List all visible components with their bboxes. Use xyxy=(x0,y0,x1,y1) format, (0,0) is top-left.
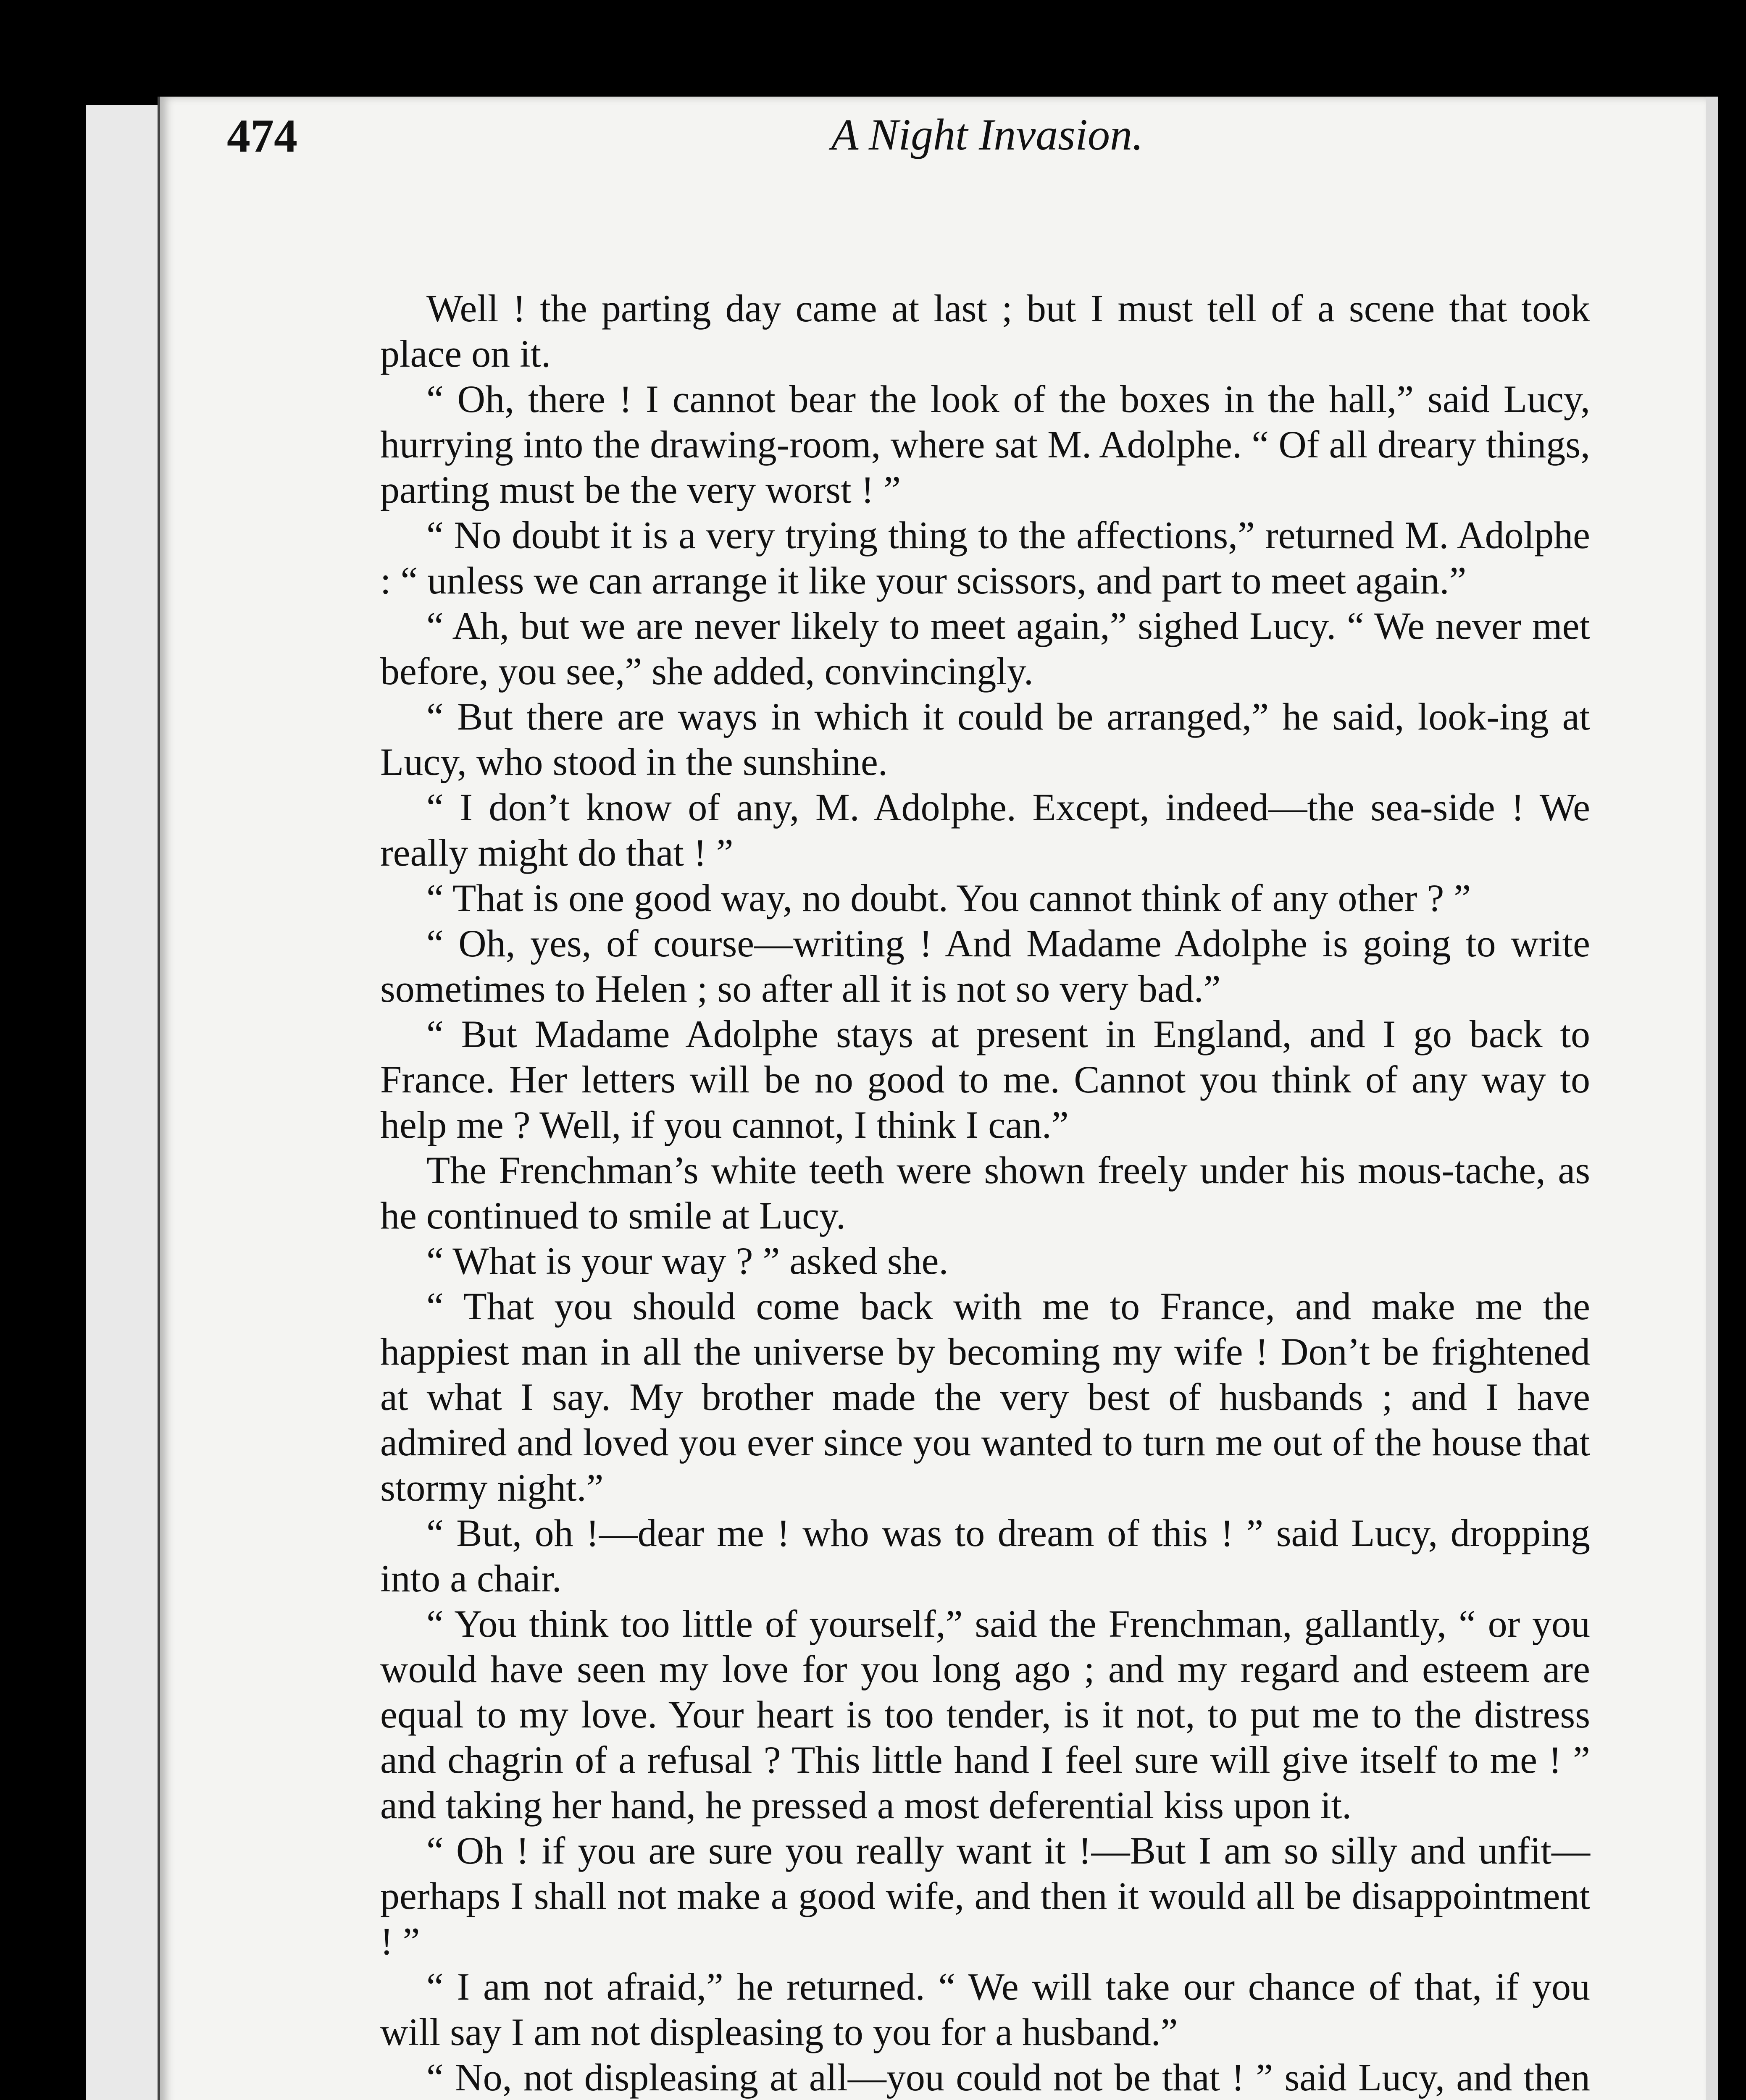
body-text xyxy=(380,286,1590,2100)
paragraph: “ What is your way ? ” asked she. xyxy=(426,1239,949,1282)
paragraph: “ I don’t know of any, M. Adolphe. Except, indeed—the sea-side ! We really might do that ! ” xyxy=(380,786,1590,874)
paragraph: “ No doubt it is a very trying thing to the affections,” returned M. Adolphe : “ unless we can arrange it like your scissors, and part to meet again.” xyxy=(380,514,1590,602)
paragraph: “ Oh ! if you are sure you really want it !—But I am so silly and unfit—perhaps I shall not make a good wife, and then it would all be disappointment ! ” xyxy=(380,1829,1590,1963)
page-stack-edge xyxy=(86,105,161,2100)
paragraph: Well ! the parting day came at last ; but I must tell of a scene that took place on it. xyxy=(380,287,1590,375)
paragraph: “ Oh, there ! I cannot bear the look of the boxes in the hall,” said Lucy, hurrying into the drawing-room, where sat M. Adolphe. “ Of all dreary things, parting must be the very worst ! ” xyxy=(380,378,1590,511)
paragraph: “ But Madame Adolphe stays at present in England, and I go back to France. Her letters will be no good to me. Cannot you think of any way to help me ? Well, if you cannot, I think I can.” xyxy=(380,1013,1590,1146)
paragraph: “ That you should come back with me to France, and make me the happiest man in all the universe by becoming my wife ! Don’t be frightened at what I say. My brother made the very best of husbands ; and I have admired and loved you ever since you wanted to turn me out of the house that stormy night.” xyxy=(380,1285,1590,1509)
paragraph: “ But, oh !—dear me ! who was to dream of this ! ” said Lucy, dropping into a chair. xyxy=(380,1512,1590,1600)
paragraph: “ That is one good way, no doubt. You cannot think of any other ? ” xyxy=(426,877,1471,919)
paragraph: The Frenchman’s white teeth were shown freely under his mous-tache, as he continued to smile at Lucy. xyxy=(380,1149,1590,1237)
paragraph: “ No, not displeasing at all—you could not be that ! ” said Lucy, and then xyxy=(426,2056,1590,2099)
paragraph: “ Oh, yes, of course—writing ! And Madame Adolphe is going to write sometimes to Helen ; so after all it is not so very bad.” xyxy=(380,922,1590,1010)
paragraph: “ But there are ways in which it could be arranged,” he said, look-ing at Lucy, who stood in the sunshine. xyxy=(380,695,1590,783)
paragraph: “ I am not afraid,” he returned. “ We will take our chance of that, if you will say I am not displeasing to you for a husband.” xyxy=(380,1965,1590,2053)
page-number: 474 xyxy=(227,110,297,162)
paragraph: “ You think too little of yourself,” said the Frenchman, gallantly, “ or you would have seen my love for you long ago ; and my regard and esteem are equal to my love. Your heart is too tender, is it not, to put me to the distress and chagrin of a refusal ? This little hand I feel sure will give itself to me ! ” and taking her hand, he pressed a most deferential kiss upon it. xyxy=(380,1602,1590,1827)
paragraph: “ Ah, but we are never likely to meet again,” sighed Lucy. “ We never met before, you see,” she added, convincingly. xyxy=(380,604,1590,693)
running-title: A Night Invasion. xyxy=(831,110,1144,159)
page-header xyxy=(227,109,1588,176)
